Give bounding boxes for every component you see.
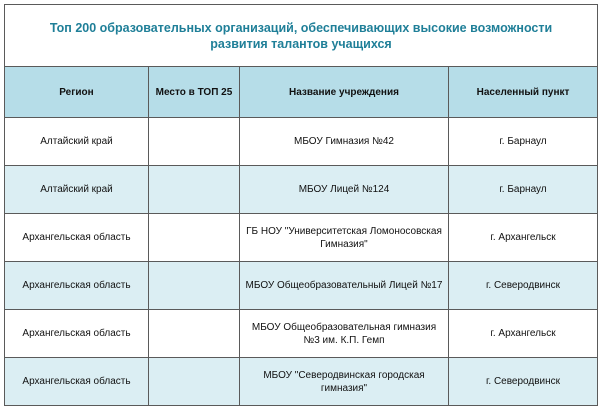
cell-name: МБОУ Общеобразовательный Лицей №17: [240, 262, 449, 310]
cell-place: [149, 214, 240, 262]
cell-city: г. Барнаул: [449, 118, 598, 166]
cell-region: Алтайский край: [5, 118, 149, 166]
cell-name: МБОУ Общеобразовательная гимназия №3 им. К.П. Гемп: [240, 310, 449, 358]
table-title: [5, 5, 598, 67]
cell-place: [149, 358, 240, 406]
cell-city: г. Барнаул: [449, 166, 598, 214]
cell-place: [149, 118, 240, 166]
table-title-line-2: развития талантов учащихся: [210, 36, 392, 51]
cell-name: МБОУ "Северодвинская городская гимназия": [240, 358, 449, 406]
table-title-line-1: Топ 200 образовательных организаций, обеспечивающих высокие возможности: [49, 20, 553, 35]
column-header-region: Регион: [5, 67, 149, 118]
cell-region: Архангельская область: [5, 358, 149, 406]
column-header-city: Населенный пункт: [449, 67, 598, 118]
table-row: [5, 262, 598, 310]
cell-name: ГБ НОУ "Университетская Ломоносовская Гимназия": [240, 214, 449, 262]
cell-region: Архангельская область: [5, 214, 149, 262]
cell-place: [149, 310, 240, 358]
schools-table: [4, 4, 598, 406]
cell-region: Архангельская область: [5, 262, 149, 310]
cell-place: [149, 166, 240, 214]
column-header-place: Место в ТОП 25: [149, 67, 240, 118]
table-row: [5, 118, 598, 166]
cell-region: Архангельская область: [5, 310, 149, 358]
cell-city: г. Северодвинск: [449, 358, 598, 406]
table-row: [5, 166, 598, 214]
cell-name: МБОУ Гимназия №42: [240, 118, 449, 166]
title-row: [5, 5, 598, 67]
cell-region: Алтайский край: [5, 166, 149, 214]
table-row: [5, 358, 598, 406]
header-row: [5, 67, 598, 118]
cell-city: г. Архангельск: [449, 214, 598, 262]
cell-city: г. Северодвинск: [449, 262, 598, 310]
table-row: [5, 214, 598, 262]
cell-name: МБОУ Лицей №124: [240, 166, 449, 214]
table-row: [5, 310, 598, 358]
cell-city: г. Архангельск: [449, 310, 598, 358]
cell-place: [149, 262, 240, 310]
column-header-name: Название учреждения: [240, 67, 449, 118]
